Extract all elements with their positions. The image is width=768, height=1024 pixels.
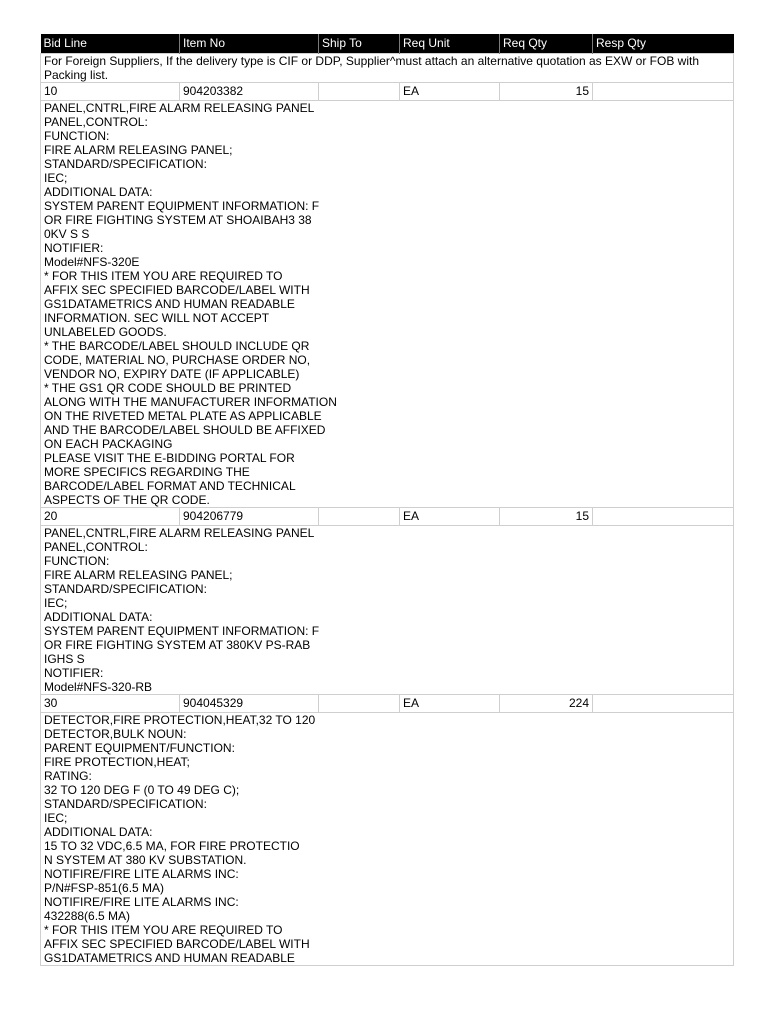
bid-line-cell: 10 xyxy=(41,83,180,101)
header-ship-to: Ship To xyxy=(319,34,400,54)
req-qty-cell: 15 xyxy=(500,508,593,526)
resp-qty-cell xyxy=(593,508,734,526)
item-description: DETECTOR,FIRE PROTECTION,HEAT,32 TO 120 DETECTOR,BULK NOUN: PARENT EQUIPMENT/FUNCTION: FIRE PROTECTION,HEAT; RATING: 32 TO 120 DEG F (0 TO 49 DEG C); STANDARD/SPECIFICATION: IEC; ADDITIONAL DATA: 15 TO 32 VDC,6.5 MA, FOR FIRE PROTECTIO N SYSTEM AT 380 KV SUBSTATION. NOTIFIRE/FIRE LITE ALARMS INC: P/N#FSP-851(6.5 MA) NOTIFIRE/FIRE LITE ALARMS INC: 432288(6.5 MA) * FOR THIS ITEM YOU ARE REQUIRED TO AFFIX SEC SPECIFIED BARCODE/LABEL WITH GS1DATAMETRICS AND HUMAN READABLE xyxy=(44,713,316,965)
header-req-qty: Req Qty xyxy=(500,34,593,54)
table-header xyxy=(41,34,734,54)
bid-table xyxy=(40,34,734,966)
description-row xyxy=(41,526,734,695)
supplier-note-row xyxy=(41,54,734,83)
header-bid-line: Bid Line xyxy=(41,34,180,54)
item-description: PANEL,CNTRL,FIRE ALARM RELEASING PANEL PANEL,CONTROL: FUNCTION: FIRE ALARM RELEASING PANEL; STANDARD/SPECIFICATION: IEC; ADDITIONAL DATA: SYSTEM PARENT EQUIPMENT INFORMATION: F OR FIRE FIGHTING SYSTEM AT SHOAIBAH3 38 0KV S S NOTIFIER: Model#NFS-320E * FOR THIS ITEM YOU ARE REQUIRED TO AFFIX SEC SPECIFIED BARCODE/LABEL WITH GS1DATAMETRICS AND HUMAN READABLE INFORMATION. SEC WILL NOT ACCEPT UNLABELED GOODS. * THE BARCODE/LABEL SHOULD INCLUDE QR CODE, MATERIAL NO, PURCHASE ORDER NO, VENDOR NO, EXPIRY DATE (IF APPLICABLE) * THE GS1 QR CODE SHOULD BE PRINTED ALONG WITH THE MANUFACTURER INFORMATION ON THE RIVETED METAL PLATE AS APPLICABLE AND THE BARCODE/LABEL SHOULD BE AFFIXED ON EACH PACKAGING PLEASE VISIT THE E-BIDDING PORTAL FOR MORE SPECIFICS REGARDING THE BARCODE/LABEL FORMAT AND TECHNICAL ASPECTS OF THE QR CODE. xyxy=(44,101,337,507)
table-row xyxy=(41,508,734,526)
req-unit-cell: EA xyxy=(400,508,500,526)
bid-line-cell: 30 xyxy=(41,695,180,713)
item-no-cell: 904203382 xyxy=(180,83,319,101)
ship-to-cell xyxy=(319,508,400,526)
item-description: PANEL,CNTRL,FIRE ALARM RELEASING PANEL PANEL,CONTROL: FUNCTION: FIRE ALARM RELEASING PANEL; STANDARD/SPECIFICATION: IEC; ADDITIONAL DATA: SYSTEM PARENT EQUIPMENT INFORMATION: F OR FIRE FIGHTING SYSTEM AT 380KV PS-RAB IGHS S NOTIFIER: Model#NFS-320-RB xyxy=(44,526,320,694)
req-qty-cell: 15 xyxy=(500,83,593,101)
bid-line-cell: 20 xyxy=(41,508,180,526)
item-no-cell: 904206779 xyxy=(180,508,319,526)
resp-qty-cell xyxy=(593,83,734,101)
resp-qty-cell xyxy=(593,695,734,713)
req-unit-cell: EA xyxy=(400,695,500,713)
supplier-note: For Foreign Suppliers, If the delivery type is CIF or DDP, Supplier^must attach an alternative quotation as EXW or FOB with Packing list. xyxy=(41,54,734,83)
ship-to-cell xyxy=(319,695,400,713)
header-item-no: Item No xyxy=(180,34,319,54)
req-unit-cell: EA xyxy=(400,83,500,101)
description-row xyxy=(41,713,734,966)
table-row xyxy=(41,83,734,101)
table-row xyxy=(41,695,734,713)
ship-to-cell xyxy=(319,83,400,101)
header-resp-qty: Resp Qty xyxy=(593,34,734,54)
description-row xyxy=(41,101,734,508)
header-req-unit: Req Unit xyxy=(400,34,500,54)
req-qty-cell: 224 xyxy=(500,695,593,713)
item-no-cell: 904045329 xyxy=(180,695,319,713)
